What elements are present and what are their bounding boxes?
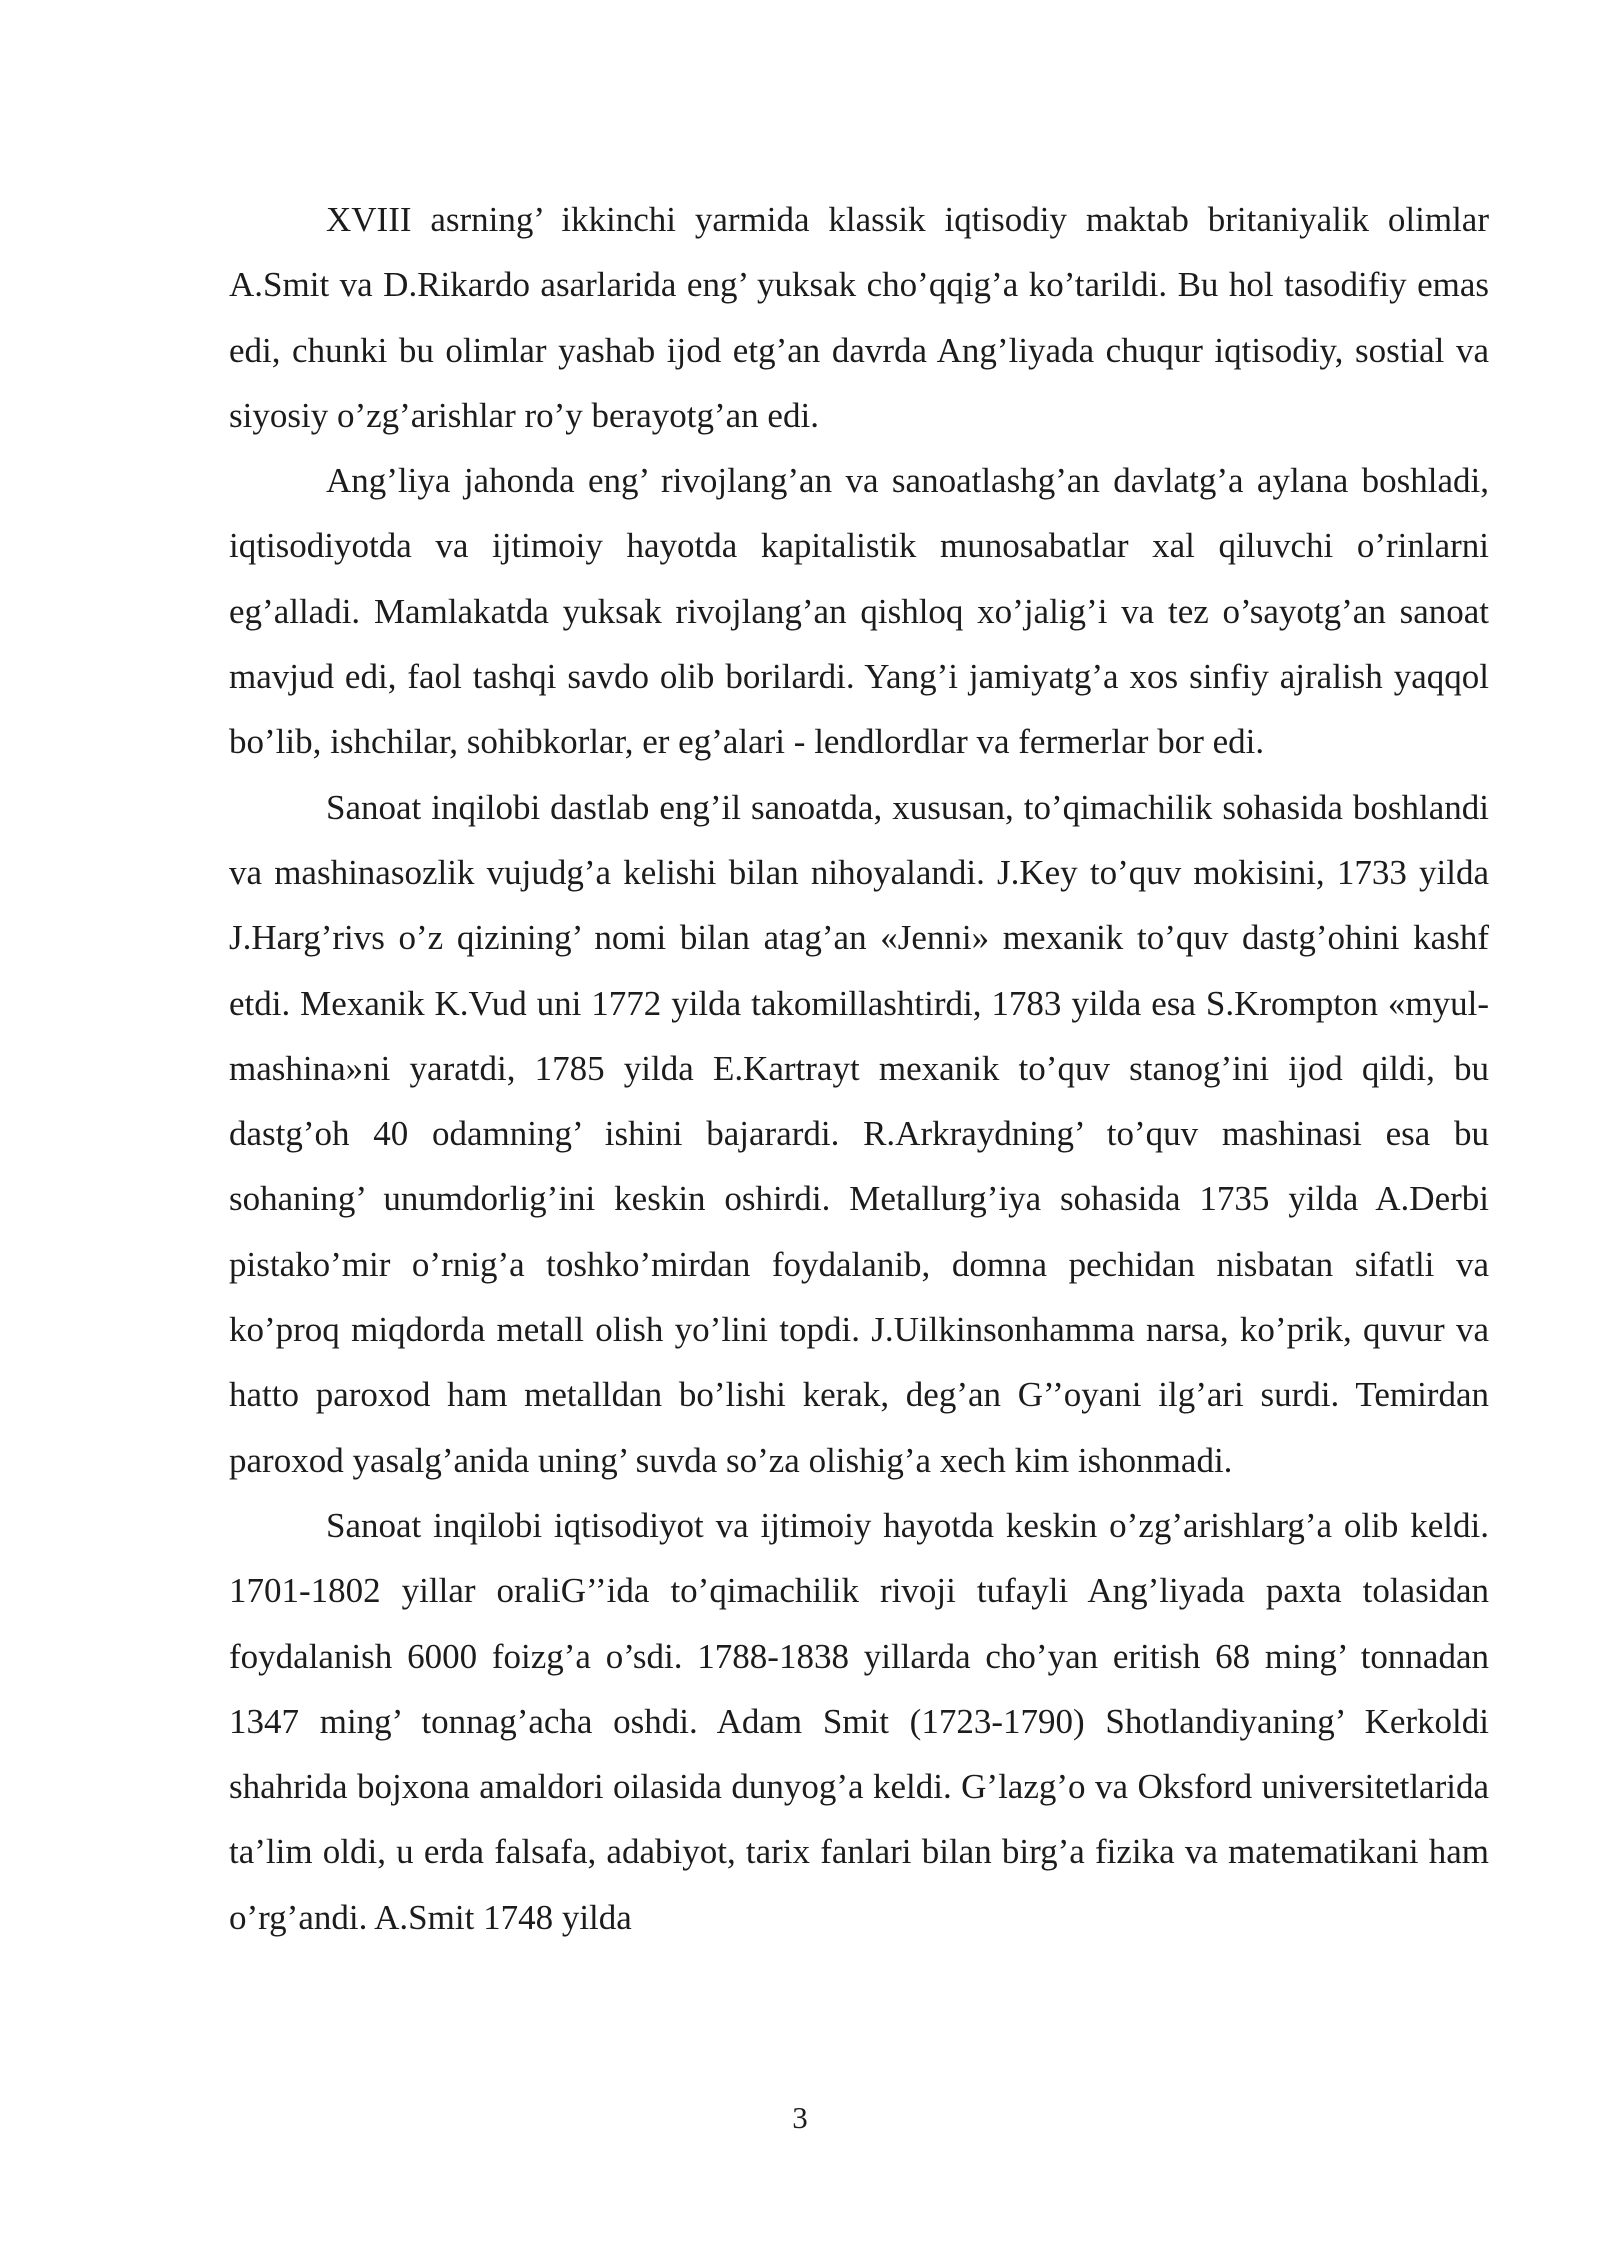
page-number: 3 — [792, 2100, 808, 2135]
body-text — [229, 187, 1489, 1950]
paragraph: XVIII asrning’ ikkinchi yarmida klassik iqtisodiy maktab britaniyalik olimlar A.Smit va D.Rikardo asarlarida eng’ yuksak cho’qqig’a ko’tarildi. Bu hol tasodifiy emas edi, chunki bu olimlar yashab ijod etg’an davrda Ang’liyada chuqur iqtisodiy, sostial va siyosiy o’zg’arishlar ro’y berayotg’an edi. — [229, 200, 1489, 435]
paragraph: Sanoat inqilobi dastlab eng’il sanoatda, xususan, to’qimachilik sohasida boshlandi va mashinasozlik vujudg’a kelishi bilan nihoyalandi. J.Key to’quv mokisini, 1733 yilda J.Harg’rivs o’z qizining’ nomi bilan atag’an «Jenni» mexanik to’quv dastg’ohini kashf etdi. Mexanik K.Vud uni 1772 yilda takomillashtirdi, 1783 yilda esa S.Krompton «myul-mashina»ni yaratdi, 1785 yilda E.Kartrayt mexanik to’quv stanog’ini ijod qildi, bu dastg’oh 40 odamning’ ishini bajarardi. R.Arkraydning’ to’quv mashinasi esa bu sohaning’ unumdorlig’ini keskin oshirdi. Metallurg’iya sohasida 1735 yilda A.Derbi pistako’mir o’rnig’a toshko’mirdan foydalanib, domna pechidan nisbatan sifatli va ko’proq miqdorda metall olish yo’lini topdi. J.Uilkinsonhamma narsa, ko’prik, quvur va hatto paroxod ham metalldan bo’lishi kerak, deg’an G’’oyani ilg’ari surdi. Temirdan paroxod yasalg’anida uning’ suvda so’za olishig’a xech kim ishonmadi. — [229, 787, 1489, 1480]
paragraph: Ang’liya jahonda eng’ rivojlang’an va sanoatlashg’an davlatg’a aylana boshladi, iqtisodiyotda va ijtimoiy hayotda kapitalistik munosabatlar xal qiluvchi o’rinlarni eg’alladi. Mamlakatda yuksak rivojlang’an qishloq xo’jalig’i va tez o’sayotg’an sanoat mavjud edi, faol tashqi savdo olib borilardi. Yang’i jamiyatg’a xos sinfiy ajralish yaqqol bo’lib, ishchilar, sohibkorlar, er eg’alari - lendlordlar va fermerlar bor edi. — [229, 461, 1489, 762]
paragraph: Sanoat inqilobi iqtisodiyot va ijtimoiy hayotda keskin o’zg’arishlarg’a olib keldi. 1701-1802 yillar oraliG’’ida to’qimachilik rivoji tufayli Ang’liyada paxta tolasidan foydalanish 6000 foizg’a o’sdi. 1788-1838 yillarda cho’yan eritish 68 ming’ tonnadan 1347 ming’ tonnag’acha oshdi. Adam Smit (1723-1790) Shotlandiyaning’ Kerkoldi shahrida bojxona amaldori oilasida dunyog’a keldi. G’lazg’o va Oksford universitetlarida ta’lim oldi, u erda falsafa, adabiyot, tarix fanlari bilan birg’a fizika va matematikani ham o’rg’andi. A.Smit 1748 yilda — [229, 1505, 1489, 1937]
